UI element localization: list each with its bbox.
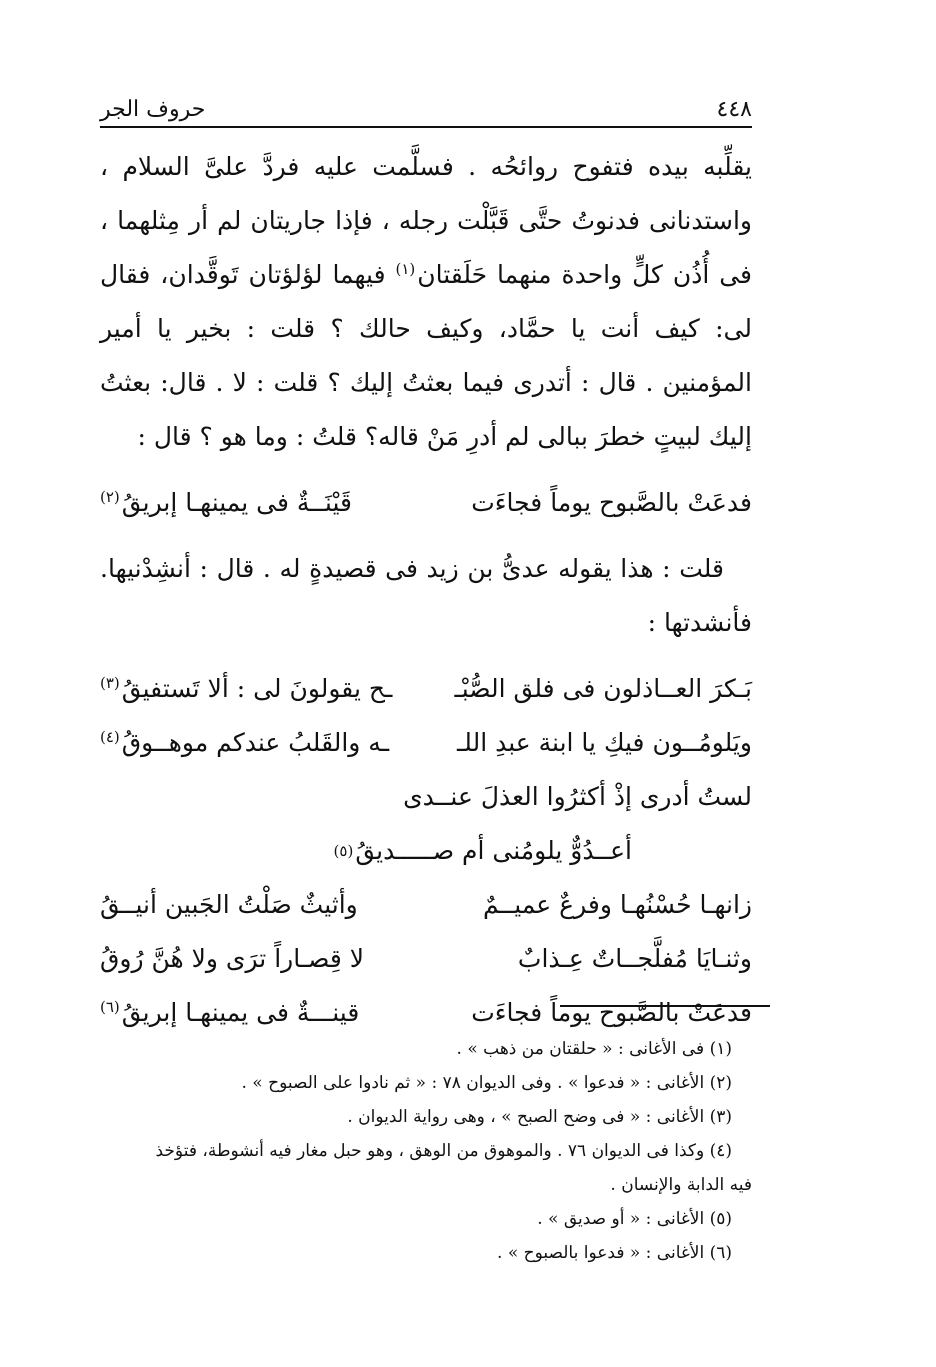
footnote-6: (٦) الأغانى : « فدعوا بالصبوح » . bbox=[497, 1243, 732, 1263]
poem-line bbox=[100, 878, 752, 932]
footnotes bbox=[100, 1032, 752, 1270]
poem-line-2-left-wrap bbox=[100, 716, 389, 770]
verse-second-text: قَيْنَــةٌ فى يمينهـا إبريقُ bbox=[121, 488, 352, 517]
poem-line-4: أعــدُوٌّ يلومُنى أم صـــــديقُ (٥) bbox=[100, 824, 752, 878]
verse-line bbox=[100, 476, 752, 530]
footnote-ref-4: (٤) bbox=[100, 727, 120, 746]
verse-second-hemistich bbox=[100, 476, 352, 530]
poem-line-2-left: ـه والقَلبُ عندكم موهــوقُ bbox=[121, 728, 390, 757]
footnote-ref-6: (٦) bbox=[100, 997, 120, 1016]
footnote-4: (٤) وكذا فى الديوان ٧٦ . والموهوق من الوهق ، وهو حبل مغار فيه أنشوطة، فتؤخذ bbox=[155, 1141, 732, 1161]
footnote-4-continued: فيه الدابة والإنسان . bbox=[610, 1175, 752, 1195]
footnote-ref-1: (١) bbox=[395, 259, 416, 278]
main-text bbox=[100, 140, 752, 1052]
running-title: حروف الجر bbox=[100, 97, 206, 122]
paragraph-1-tail: فيهما لؤلؤتان تَوقَّدان، فقال لى: كيف أنت يا حمَّاد، وكيف حالك ؟ قلت : بخير يا أمير المؤمنين . قال : أتدرى فيما بعثتُ إليك ؟ قلت : لا . قال: بعثتُ إليك لبيتٍ خطرَ ببالى لم أدرِ مَنْ قاله؟ قلتُ : وما هو ؟ قال : bbox=[100, 260, 752, 451]
page-number: ٤٤٨ bbox=[716, 97, 752, 122]
footnote-1: (١) فى الأغانى : « حلقتان من ذهب » . bbox=[456, 1039, 732, 1059]
poem-line-7-right: فدعَتْ بالصَّبوح يوماً فجاءَت bbox=[471, 998, 752, 1027]
footnote-3: (٣) الأغانى : « فى وضح الصبح » ، وهى رواية الديوان . bbox=[347, 1107, 732, 1127]
footnote-ref-3: (٣) bbox=[100, 673, 120, 692]
poem bbox=[100, 662, 752, 1040]
verse-first-hemistich: فدعَتْ بالصَّبوح يوماً فجاءَت bbox=[471, 488, 752, 517]
paragraph-1 bbox=[100, 140, 752, 464]
footnote-5: (٥) الأغانى : « أو صديق » . bbox=[537, 1209, 732, 1229]
poem-line-5-left: وأثيثٌ صَلْتُ الجَبين أنيــقُ bbox=[100, 890, 358, 919]
poem-line-2-right: ويَلومُــون فيكِ يا ابنة عبدِ اللـ bbox=[456, 728, 752, 757]
poem-line-1-right: بَـكرَ العــاذلون فى فلق الصُّبْـ bbox=[454, 674, 752, 703]
footnote-separator bbox=[560, 1005, 770, 1007]
paragraph-2: قلت : هذا يقوله عدىُّ بن زيد فى قصيدةٍ له . قال : أنشِدْنيها. فأنشدتها : bbox=[100, 554, 752, 637]
poem-line-5-right: زانهـا حُسْنُهـا وفرعٌ عميــمٌ bbox=[483, 890, 752, 919]
poem-line-6-left: لا قِصـاراً ترَى ولا هُنَّ رُوقُ bbox=[100, 944, 364, 973]
poem-line bbox=[100, 662, 752, 716]
poem-line-7-left: قينـــةٌ فى يمينهـا إبريقُ bbox=[121, 998, 360, 1027]
paragraph-1-text: يقلِّبه بيده فتفوح روائحُه . فسلَّمت عليه فردَّ علىَّ السلام ، واستدنانى فدنوتُ حتَّى قَبَّلْت رجله ، فإذا جاريتان لم أر مِثلهما ، فى أُذُن كلٍّ واحدة منهما حَلَقتان bbox=[100, 152, 752, 289]
poem-line bbox=[100, 716, 752, 770]
verse-quote bbox=[100, 476, 752, 530]
poem-line-1-left: ـح يقولونَ لى : ألا تَستفيقُ bbox=[121, 674, 393, 703]
poem-line bbox=[100, 932, 752, 986]
poem-line-6-right: وثنـايَا مُفلَّجــاتٌ عِـذابٌ bbox=[517, 944, 752, 973]
footnote-ref-2: (٢) bbox=[100, 487, 120, 506]
poem-line-1-left-wrap bbox=[100, 662, 392, 716]
poem-line-4-text: أعــدُوٌّ يلومُنى أم صـــــديقُ bbox=[355, 836, 632, 865]
running-head bbox=[100, 84, 752, 128]
footnote-2: (٢) الأغانى : « فدعوا » . وفى الديوان ٧٨ : « ثم نادوا على الصبوح » . bbox=[241, 1073, 732, 1093]
poem-line-3: لستُ أدرى إذْ أكثرُوا العذلَ عنــدى bbox=[403, 782, 752, 811]
